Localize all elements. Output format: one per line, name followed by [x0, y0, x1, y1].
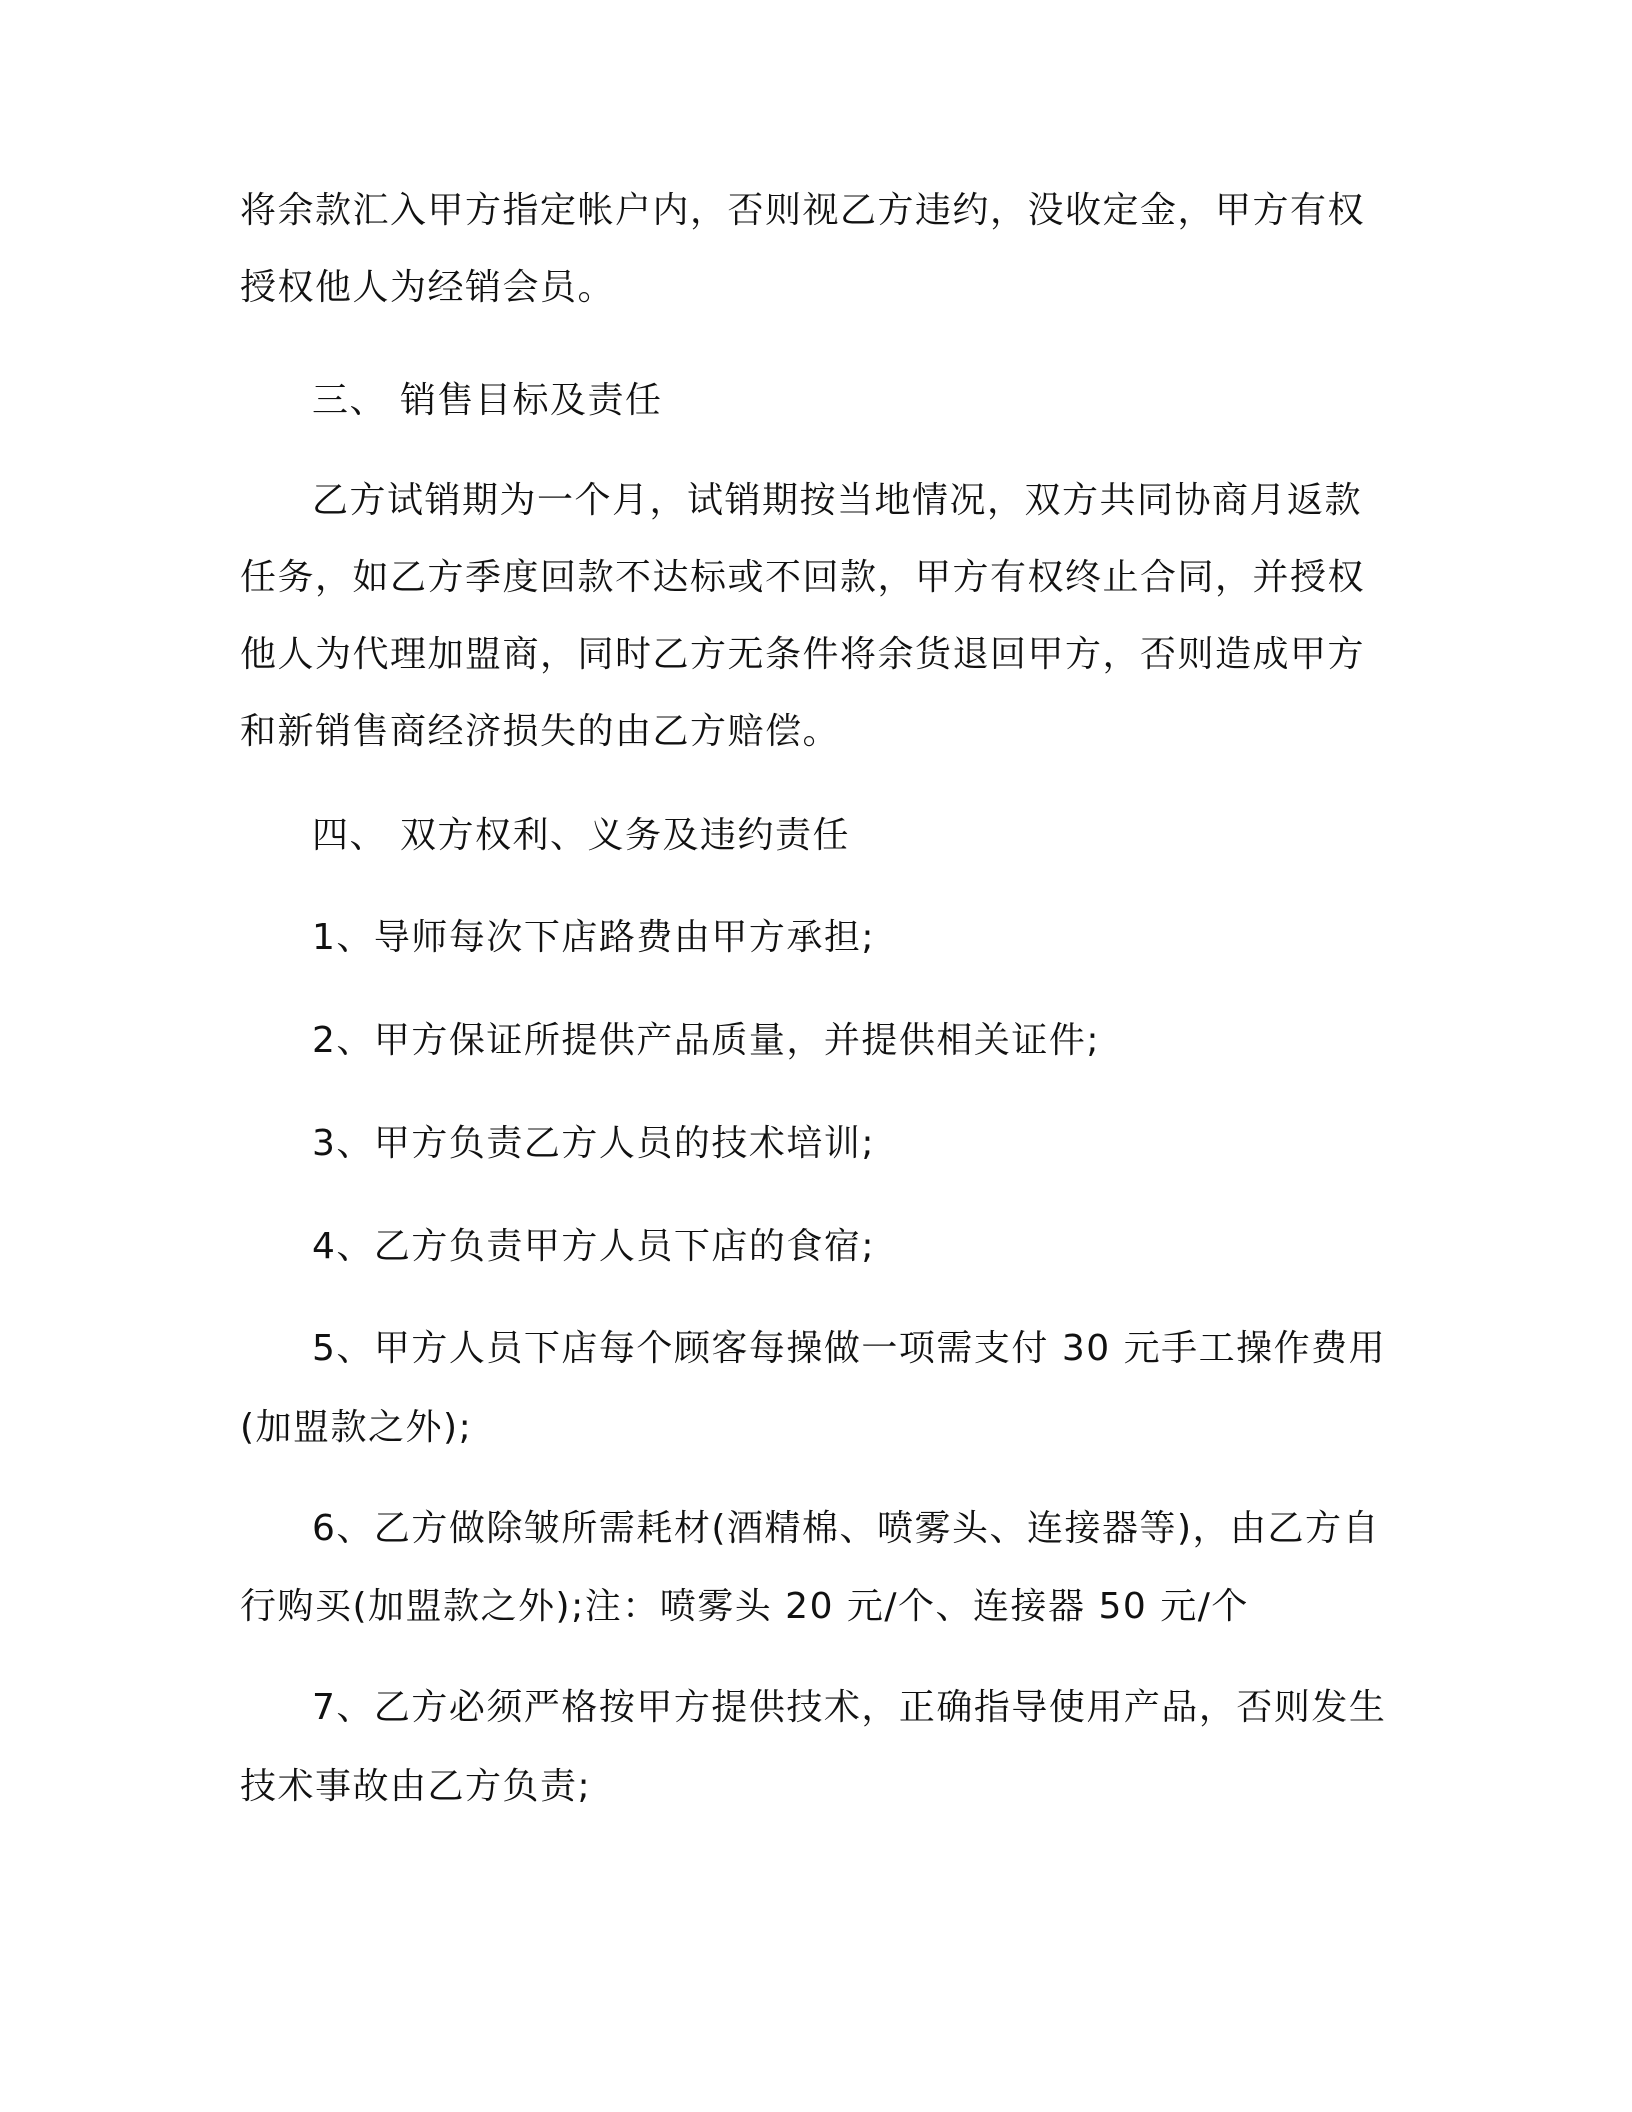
paragraph-line: 授权他人为经销会员。: [240, 267, 616, 308]
paragraph-line: 将余款汇入甲方指定帐户内，否则视乙方违约，没收定金，甲方有权: [240, 190, 1366, 231]
paragraph-line: 和新销售商经济损失的由乙方赔偿。: [240, 711, 841, 752]
list-item: 2、甲方保证所提供产品质量，并提供相关证件;: [312, 1020, 1101, 1061]
section-heading: 四、 双方权利、义务及违约责任: [312, 815, 850, 856]
paragraph-line: 他人为代理加盟商，同时乙方无条件将余货退回甲方，否则造成甲方: [240, 634, 1366, 675]
list-item: 3、甲方负责乙方人员的技术培训;: [312, 1123, 876, 1164]
list-item: 7、乙方必须严格按甲方提供技术，正确指导使用产品，否则发生: [312, 1687, 1387, 1728]
paragraph-line: 任务，如乙方季度回款不达标或不回款，甲方有权终止合同，并授权: [240, 557, 1366, 598]
list-item-continuation: (加盟款之外);: [240, 1407, 473, 1448]
list-item: 6、乙方做除皱所需耗材(酒精棉、喷雾头、连接器等)，由乙方自: [312, 1508, 1380, 1549]
list-item-continuation: 行购买(加盟款之外);注：喷雾头 20 元/个、连接器 50 元/个: [240, 1586, 1249, 1627]
list-item: 4、乙方负责甲方人员下店的食宿;: [312, 1226, 876, 1267]
list-item: 5、甲方人员下店每个顾客每操做一项需支付 30 元手工操作费用: [312, 1328, 1387, 1369]
section-heading: 三、 销售目标及责任: [312, 380, 663, 421]
paragraph-line: 乙方试销期为一个月，试销期按当地情况，双方共同协商月返款: [312, 480, 1363, 521]
list-item-continuation: 技术事故由乙方负责;: [240, 1766, 592, 1807]
list-item: 1、导师每次下店路费由甲方承担;: [312, 917, 876, 958]
